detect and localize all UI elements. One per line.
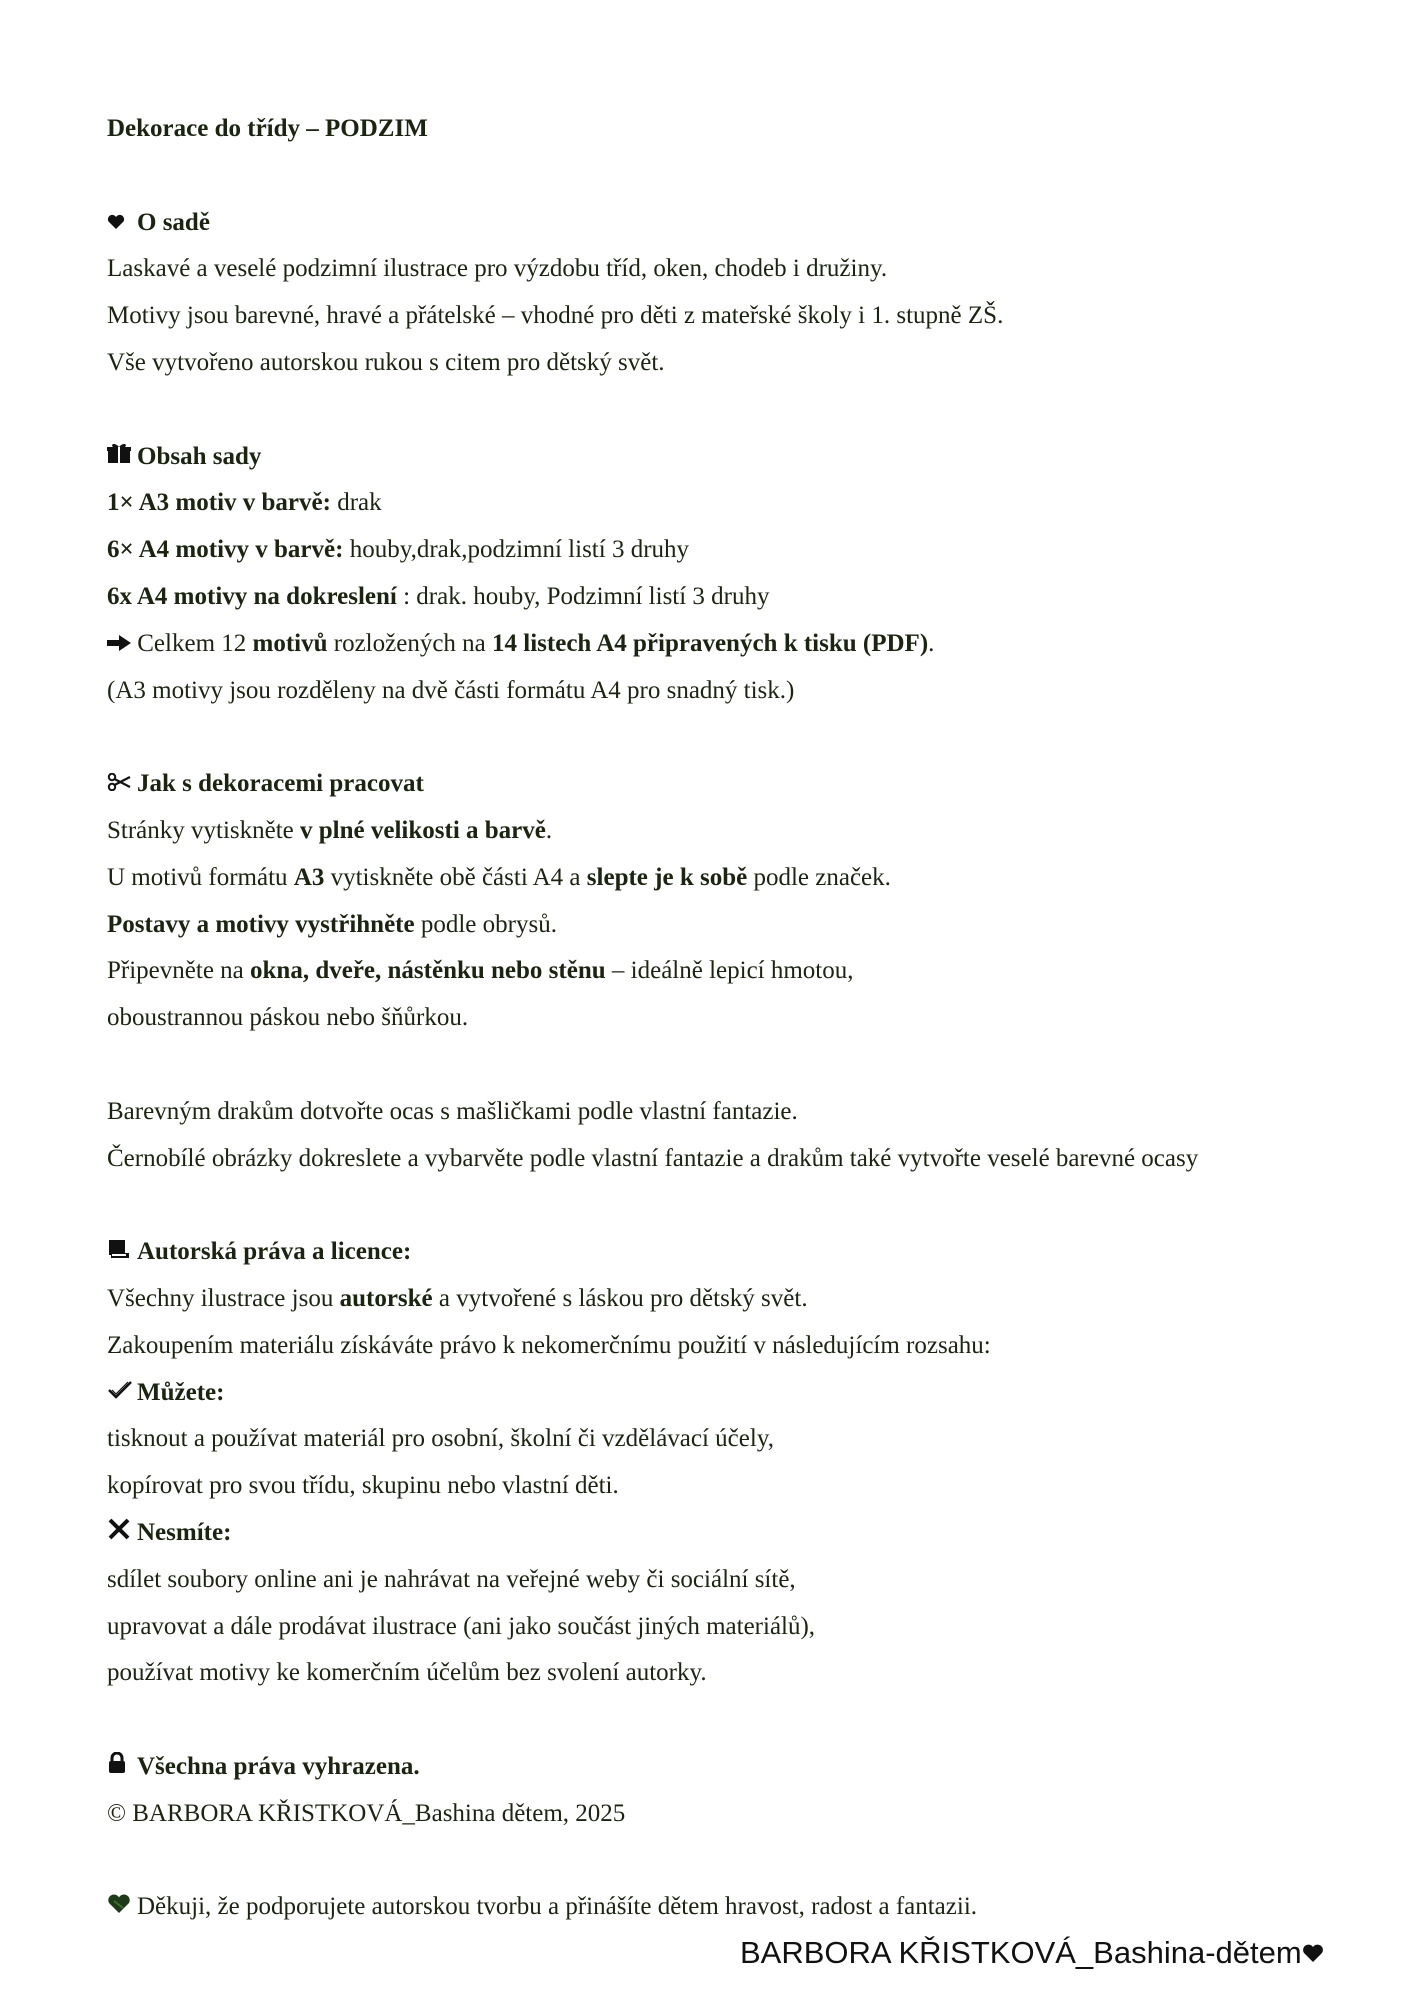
about-line: Laskavé a veselé podzimní ilustrace pro výzdobu tříd, oken, chodeb i družiny. xyxy=(107,255,888,283)
cannot-item: sdílet soubory online ani je nahrávat na veřejné weby či sociální sítě, xyxy=(107,1565,796,1593)
about-line: Vše vytvořeno autorskou rukou s citem pro dětský svět. xyxy=(107,348,665,376)
howto-line: Černobílé obrázky dokreslete a vybarvěte podle vlastní fantazie a drakům také vytvořte veselé barevné ocasy xyxy=(107,1144,1199,1172)
arrow-right-icon xyxy=(107,630,137,657)
contents-item: 6× A4 motivy v barvě: houby,drak,podzimní listí 3 druhy xyxy=(107,536,690,564)
cannot-heading: Nesmíte: xyxy=(107,1510,1397,1557)
can-heading: Můžete: xyxy=(107,1370,1397,1417)
howto-line: Barevným drakům dotvořte ocas s mašličkami podle vlastní fantazie. xyxy=(107,1097,798,1125)
howto-line: oboustrannou páskou nebo šňůrkou. xyxy=(107,1004,469,1032)
about-heading: O sadě xyxy=(107,200,1397,247)
rights-heading: Všechna práva vyhrazena. xyxy=(107,1744,1397,1791)
scissors-icon xyxy=(107,761,137,808)
gift-icon xyxy=(107,434,137,481)
thanks-line: Děkuji, že podporujete autorskou tvorbu a přinášíte dětem hravost, radost a fantazii. xyxy=(107,1884,1397,1931)
heart-icon xyxy=(1302,1935,1324,1970)
howto-line: Stránky vytiskněte v plné velikosti a barvě. xyxy=(107,816,553,844)
page-title: Dekorace do třídy – PODZIM xyxy=(107,115,428,142)
contents-total: Celkem 12 motivů rozložených na 14 listech A4 připravených k tisku (PDF). xyxy=(107,621,1397,668)
howto-line: Postavy a motivy vystřihněte podle obrysů. xyxy=(107,910,557,938)
license-line: Všechny ilustrace jsou autorské a vytvořené s láskou pro dětský svět. xyxy=(107,1284,808,1312)
lock-icon xyxy=(107,1744,137,1791)
cross-icon xyxy=(107,1510,137,1557)
document-content xyxy=(107,106,1397,1931)
about-line: Motivy jsou barevné, hravé a přátelské – vhodné pro děti z mateřské školy i 1. stupně ZŠ. xyxy=(107,302,1004,330)
license-line: Zakoupením materiálu získáváte právo k nekomerčnímu použití v následujícím rozsahu: xyxy=(107,1331,991,1359)
contents-note: (A3 motivy jsou rozděleny na dvě části formátu A4 pro snadný tisk.) xyxy=(107,676,795,704)
contents-item: 6x A4 motivy na dokreslení : drak. houby, Podzimní listí 3 druhy xyxy=(107,582,770,610)
contents-item: 1× A3 motiv v barvě: drak xyxy=(107,489,382,517)
scroll-icon xyxy=(107,1229,137,1276)
check-icon xyxy=(107,1370,137,1417)
heart-icon xyxy=(107,200,137,247)
cannot-item: upravovat a dále prodávat ilustrace (ani jako součást jiných materiálů), xyxy=(107,1612,816,1640)
cannot-item: používat motivy ke komerčním účelům bez svolení autorky. xyxy=(107,1659,707,1687)
license-heading: Autorská práva a licence: xyxy=(107,1229,1397,1276)
contents-heading: Obsah sady xyxy=(107,434,1397,481)
howto-line: Připevněte na okna, dveře, nástěnku nebo stěnu – ideálně lepicí hmotou, xyxy=(107,957,854,985)
footer-signature: BARBORA KŘISTKOVÁ_Bashina-dětem xyxy=(740,1935,1324,1971)
can-item: kopírovat pro svou třídu, skupinu nebo vlastní děti. xyxy=(107,1472,619,1500)
green-heart-icon xyxy=(107,1884,137,1931)
copyright-line: © BARBORA KŘISTKOVÁ_Bashina dětem, 2025 xyxy=(107,1799,626,1827)
can-item: tisknout a používat materiál pro osobní, školní či vzdělávací účely, xyxy=(107,1425,774,1453)
howto-line: U motivů formátu A3 vytiskněte obě části A4 a slepte je k sobě podle značek. xyxy=(107,863,891,891)
howto-heading: Jak s dekoracemi pracovat xyxy=(107,761,1397,808)
